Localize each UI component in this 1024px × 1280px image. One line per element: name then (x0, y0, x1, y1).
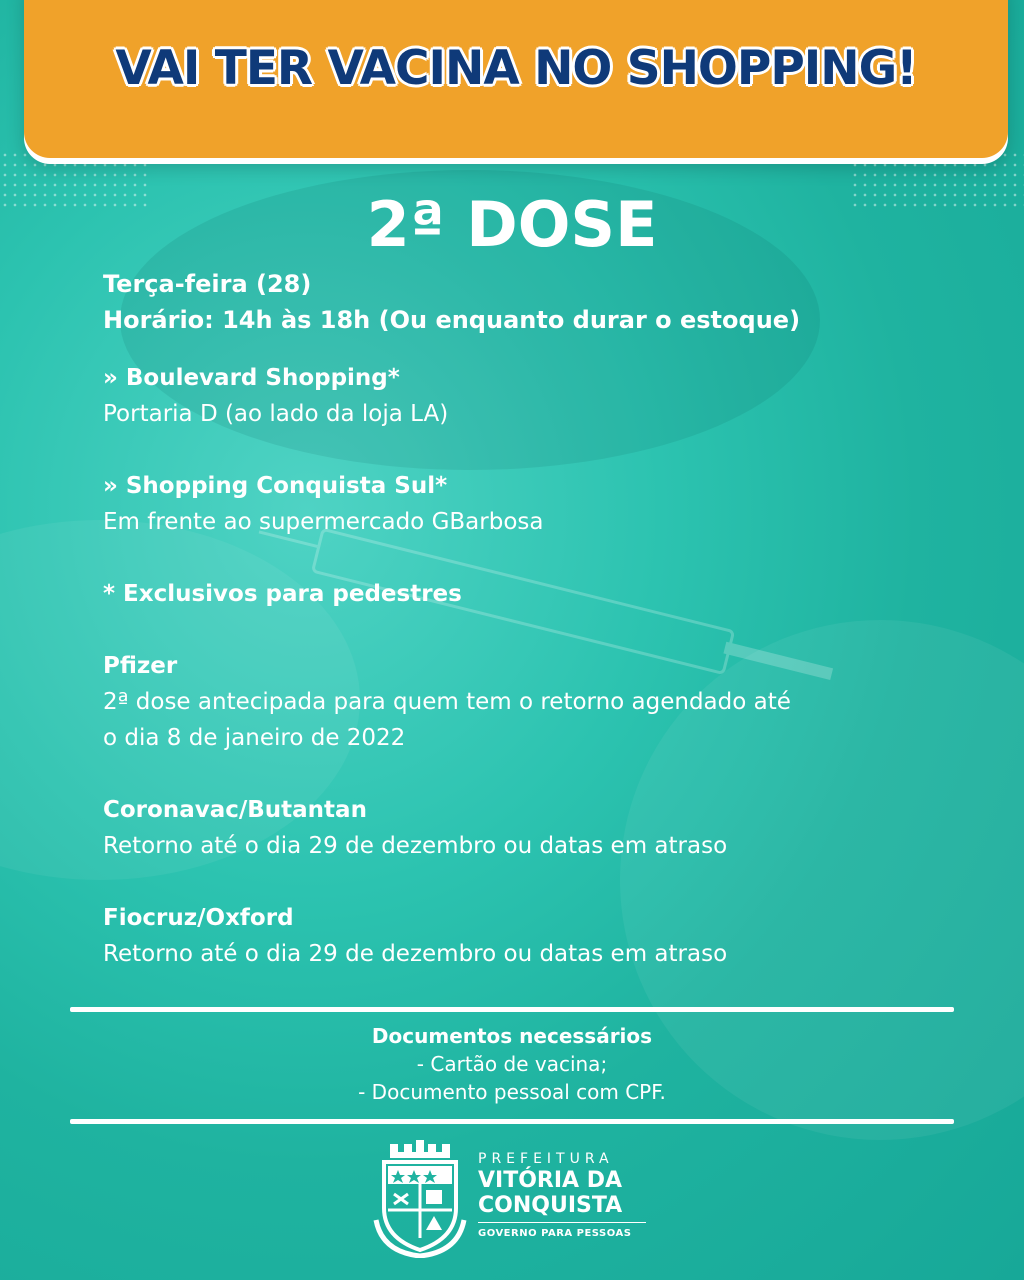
logo-slogan: GOVERNO PARA PESSOAS (478, 1222, 646, 1241)
documents-item: - Cartão de vacina; (416, 1052, 608, 1076)
location-detail: Portaria D (ao lado da loja LA) (103, 401, 449, 427)
schedule-hours: Horário: 14h às 18h (Ou enquanto durar o estoque) (103, 306, 801, 334)
location-name: » Boulevard Shopping* (103, 365, 400, 391)
documents-item: - Documento pessoal com CPF. (358, 1080, 666, 1104)
schedule-day: Terça-feira (28) (103, 270, 312, 298)
banner-title: VAI TER VACINA NO SHOPPING! (115, 41, 917, 96)
vaccine-detail: o dia 8 de janeiro de 2022 (103, 725, 406, 751)
city-crest-icon (372, 1138, 468, 1258)
vaccine-detail: 2ª dose antecipada para quem tem o retorno agendado até (103, 689, 791, 715)
header-banner (24, 0, 1008, 158)
location-name: » Shopping Conquista Sul* (103, 473, 448, 499)
vaccine-name: Coronavac/Butantan (103, 797, 367, 823)
prefeitura-logo (372, 1138, 662, 1258)
vaccine-name: Fiocruz/Oxford (103, 905, 294, 931)
pedestrian-note: * Exclusivos para pedestres (103, 581, 462, 607)
vaccine-detail: Retorno até o dia 29 de dezembro ou datas em atraso (103, 833, 728, 859)
dose-title: 2ª DOSE (366, 188, 658, 261)
vaccine-detail: Retorno até o dia 29 de dezembro ou datas em atraso (103, 941, 728, 967)
divider-top (70, 1007, 954, 1012)
location-detail: Em frente ao supermercado GBarbosa (103, 509, 544, 535)
logo-wordmark (478, 1150, 646, 1241)
logo-prefeitura: PREFEITURA (478, 1151, 614, 1167)
documents-title: Documentos necessários (371, 1024, 653, 1048)
logo-city-line2: CONQUISTA (478, 1193, 623, 1218)
vaccine-name: Pfizer (103, 653, 178, 679)
divider-bottom (70, 1119, 954, 1124)
schedule-content (103, 266, 963, 972)
logo-city-line1: VITÓRIA DA (478, 1168, 623, 1193)
documents-section (0, 1022, 1024, 1106)
